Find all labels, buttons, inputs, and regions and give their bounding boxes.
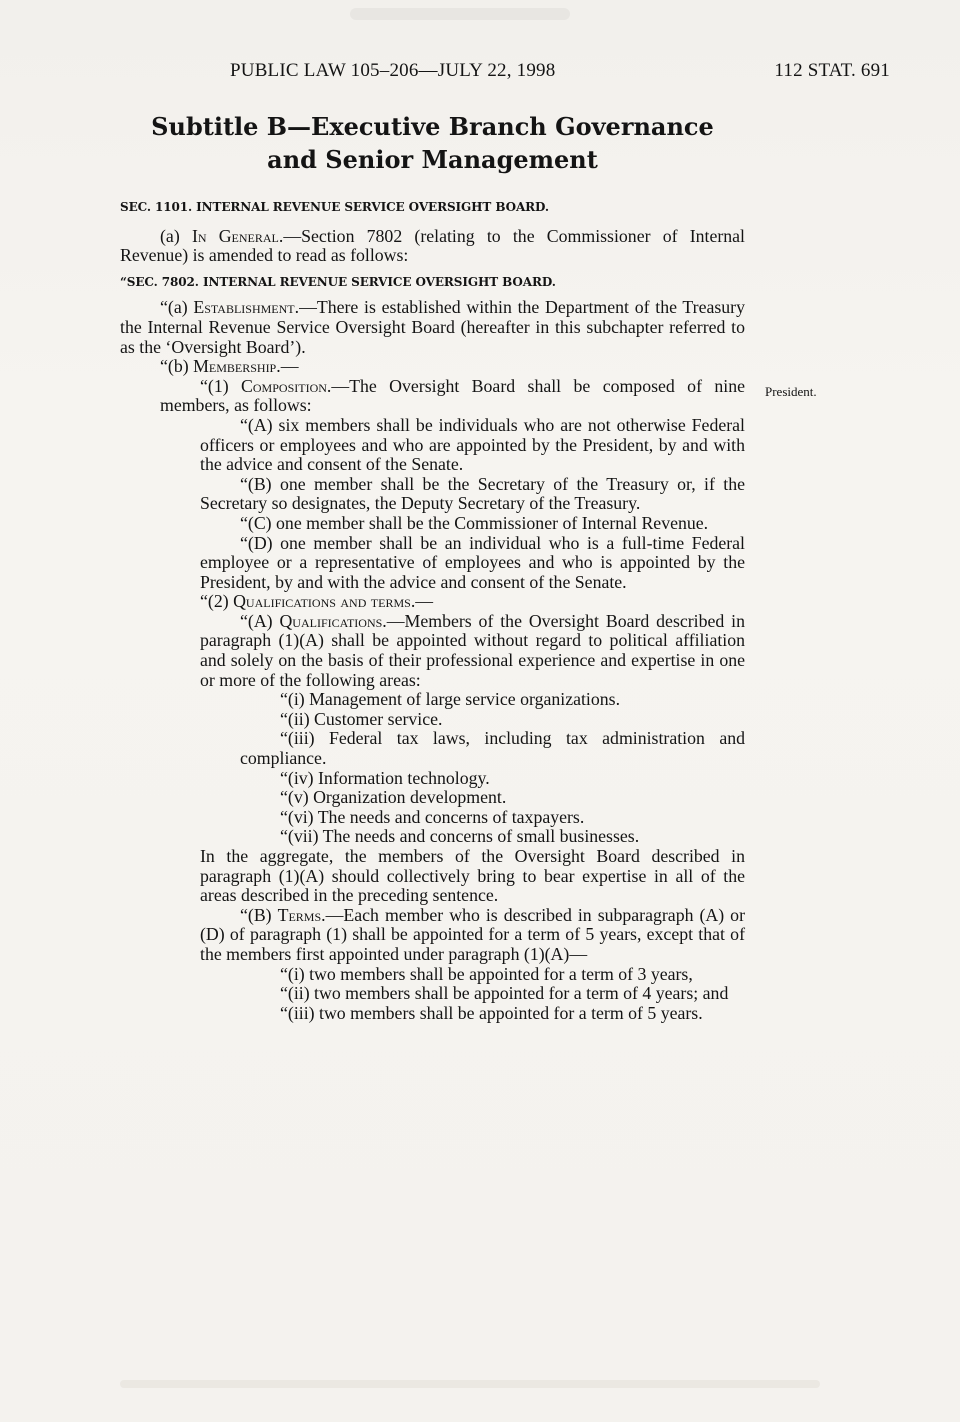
paragraph-2-A-qualifications [120, 612, 745, 690]
scan-artifact-bottom [120, 1380, 820, 1388]
subsection-b-membership [120, 357, 745, 377]
paragraph-1-composition [120, 377, 745, 416]
areas-conclusion: In the aggregate, the members of the Oversight Board described in paragraph (1)(A) should collectively bring to bear expertise in all of the areas described in the preceding sentence. [200, 846, 745, 906]
list-item: “(iii) two members shall be appointed for a term of 5 years. [280, 1002, 703, 1023]
caption: Establishment. [193, 297, 300, 318]
paragraph-1-C: “(C) one member shall be the Commissioner of Internal Revenue. [240, 512, 709, 533]
label: “(A) [240, 610, 280, 631]
running-head-citation: PUBLIC LAW 105–206—JULY 22, 1998 [230, 60, 556, 81]
label: “(b) [160, 356, 194, 377]
subtitle-line-2: and Senior Management [267, 145, 598, 174]
paragraph-1-D: “(D) one member shall be an individual who is a full-time Federal employee or a representative of employees and who is appointed by the President, by and with the advice and consent of the Senate. [200, 532, 745, 592]
text: —Section 7802 (relating to the Commissioner of Internal Revenue) is amended to read as follows: [120, 225, 745, 266]
subtitle-heading [100, 110, 765, 176]
label: “(B) [240, 904, 278, 925]
text: —The Oversight Board shall be composed of nine members, as follows: [160, 375, 746, 416]
dash: — [280, 356, 299, 377]
section-1101-heading: SEC. 1101. INTERNAL REVENUE SERVICE OVERSIGHT BOARD. [120, 200, 549, 214]
list-item: “(iv) Information technology. [280, 767, 490, 788]
running-head-stat-page: 112 STAT. 691 [774, 60, 890, 81]
paragraph-1-A: “(A) six members shall be individuals who are not otherwise Federal officers or employees and who are appointed by the President, by and with the advice and consent of the Senate. [200, 414, 745, 475]
scan-artifact [350, 8, 570, 20]
caption: Terms. [277, 904, 326, 925]
areas-list [120, 690, 745, 847]
text: —Each member who is described in subparagraph (A) or (D) of paragraph (1) shall be appointed for a term of 5 years, except that of the members first appointed under paragraph (1)(A)— [200, 904, 745, 964]
list-item: “(ii) Customer service. [280, 708, 443, 729]
dash: — [415, 591, 434, 612]
caption: Qualifications. [279, 610, 387, 631]
label: “(2) [200, 591, 234, 612]
caption: Composition. [241, 375, 332, 396]
label: (a) [160, 225, 192, 246]
label: “(a) [160, 297, 194, 318]
paragraph-2-B-terms [120, 906, 745, 965]
list-item: “(iii) Federal tax laws, including tax administration and compliance. [240, 728, 745, 769]
caption: In General. [191, 225, 284, 246]
list-item: “(i) two members shall be appointed for a term of 3 years, [280, 963, 693, 984]
paragraph-1-B: “(B) one member shall be the Secretary of the Treasury or, if the Secretary so designates, the Deputy Secretary of the Treasury. [200, 473, 745, 514]
subtitle-line-1: Subtitle B—Executive Branch Governance [151, 112, 714, 141]
label: “(1) [200, 375, 242, 396]
text: —There is established within the Department of the Treasury the Internal Revenue Service Oversight Board (hereafter in this subchapter referred to as the ‘Oversight Board’). [120, 297, 745, 357]
terms-list [120, 965, 745, 1024]
list-item: “(vii) The needs and concerns of small businesses. [280, 826, 640, 847]
caption: Qualifications and terms. [233, 591, 416, 612]
subsection-a-establishment [120, 298, 745, 357]
section-7802-heading: “SEC. 7802. INTERNAL REVENUE SERVICE OVERSIGHT BOARD. [120, 274, 556, 289]
margin-note: President. [765, 384, 817, 399]
list-item: “(v) Organization development. [280, 787, 507, 808]
caption: Membership. [193, 356, 281, 377]
text: —Members of the Oversight Board described in paragraph (1)(A) shall be appointed without regard to political affiliation and solely on the basis of their professional experience and expertise in one or more of the following areas: [200, 610, 745, 690]
section-1101-a [120, 227, 745, 266]
list-item: “(vi) The needs and concerns of taxpayers. [280, 806, 585, 827]
list-item: “(ii) two members shall be appointed for a term of 4 years; and [280, 983, 729, 1004]
statute-body [120, 198, 745, 1023]
list-item: “(i) Management of large service organizations. [280, 689, 621, 710]
paragraph-2-qualifications-terms [120, 592, 745, 612]
